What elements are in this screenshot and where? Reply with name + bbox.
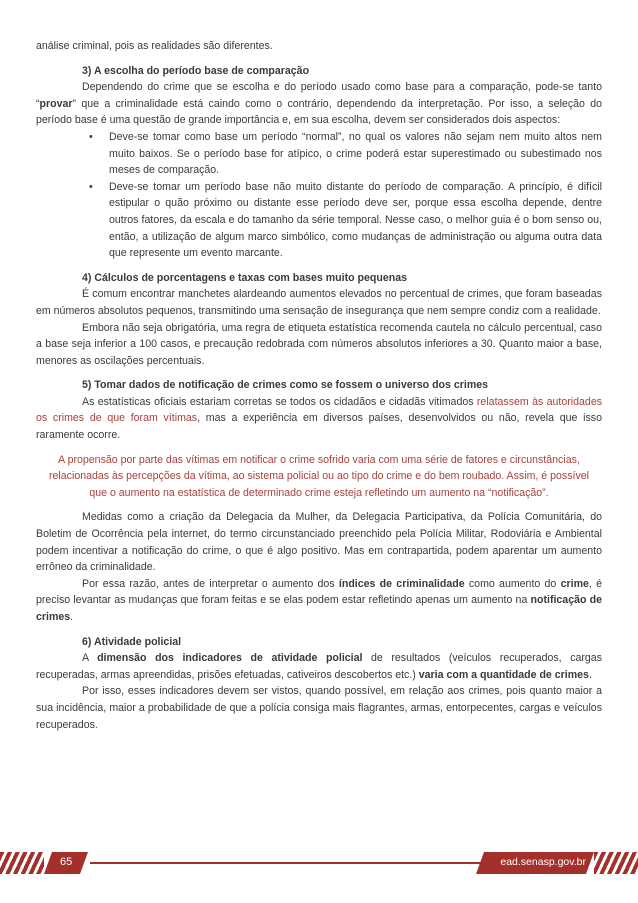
page-number: 65 (60, 856, 73, 868)
page-content (36, 38, 602, 733)
section-6-heading: 6) Atividade policial (82, 635, 182, 648)
section-3-list (36, 129, 602, 262)
section-4-heading: 4) Cálculos de porcentagens e taxas com bases muito pequenas (82, 271, 407, 284)
section-4-paragraph-1: É comum encontrar manchetes alardeando aumentos elevados no percentual de crimes, que foram baseadas em números absolutos pequenos, transmitindo uma sensação de insegurança que nem sempre condiz com a realidade. (36, 288, 602, 317)
section-3-paragraph: Dependendo do crime que se escolha e do período usado como base para a comparação, pode-se tanto “provar” que a criminalidade está caindo como o contrário, dependendo da interpretação. Por isso, a seleção do período base é uma questão de grande importância e, em sua escolha, devem ser considerados dois aspectos: (36, 81, 602, 127)
highlighted-quote: A propensão por parte das vítimas em notificar o crime sofrido varia com uma série de fatores e circunstâncias, relacionadas às percepções da vítima, ao sistema policial ou ao tipo do crime e do bem roubado. Assim, é possível que o aumento na estatística de determinado crime esteja refletindo um aumento na “notificação”. (49, 453, 589, 499)
section-6-paragraph-2: Por isso, esses indicadores devem ser vistos, quando possível, em relação aos crimes, pois quanto maior a sua incidência, maior a probabilidade de que a polícia consiga mais flagrantes, armas, entorpecentes, cargas e veículos recuperados. (36, 685, 602, 731)
intro-line: análise criminal, pois as realidades são diferentes. (36, 40, 273, 52)
section-6-paragraph-1: A dimensão dos indicadores de atividade policial de resultados (veículos recuperados, cargas recuperadas, armas apreendidas, prisões efetuadas, cativeiros descobertos etc.) varia com a quantidade de crimes. (36, 652, 602, 681)
list-item: • Deve-se tomar um período base não muito distante do período de comparação. A princípio, é difícil estipular o quão próximo ou distante esse período deve ser, porque essa escolha depende, dentre outros fatores, da escala e do tamanho da série temporal. Nesse caso, o melhor guia é o bom senso ou, então, a utilização de algum marco simbólico, como mudanças de administração ou alguma outra data que represente um evento marcante. (85, 179, 602, 262)
list-item: • Deve-se tomar como base um período “normal”, no qual os valores não sejam nem muito altos nem muito baixos. Se o período base for atípico, o crime poderá estar superestimado ou subestimado nos meses de comparação. (85, 129, 602, 179)
section-5-heading: 5) Tomar dados de notificação de crimes como se fossem o universo dos crimes (82, 379, 489, 392)
section-5-paragraph-1: As estatísticas oficiais estariam corretas se todos os cidadãos e cidadãs vitimados relatassem às autoridades os crimes de que foram vítimas, mas a experiência em diversos países, desenvolvidos ou não, revela que isso raramente ocorre. (36, 395, 603, 442)
footer-stripes-left (0, 852, 44, 874)
footer-divider (90, 862, 498, 864)
section-5-paragraph-3: Por essa razão, antes de interpretar o aumento dos índices de criminalidade como aumento do crime, é preciso levantar as mudanças que foram feitas e se elas podem estar refletindo apenas um aumento na notificação de crimes. (36, 577, 602, 623)
section-5-paragraph-2: Medidas como a criação da Delegacia da Mulher, da Delegacia Participativa, da Polícia Comunitária, do Boletim de Ocorrência pela internet, do termo circunstanciado preenchido pela Polícia Militar, Rodoviária e Ambiental podem incentivar a notificação do crime, o que é algo positivo. Mas em contrapartida, podem aparentar um aumento errôneo da criminalidade. (36, 511, 602, 574)
footer-stripes-right (594, 852, 638, 874)
site-url: ead.senasp.gov.br (500, 856, 586, 868)
section-3-heading: 3) A escolha do período base de comparação (82, 64, 310, 77)
section-4-paragraph-2: Embora não seja obrigatória, uma regra de etiqueta estatística recomenda cautela no cálculo percentual, caso a base seja inferior a 100 casos, e precaução redobrada com números absolutos inferiores a 30. Quanto maior a base, menores as oscilações percentuais. (36, 321, 602, 367)
page-footer (0, 852, 638, 874)
